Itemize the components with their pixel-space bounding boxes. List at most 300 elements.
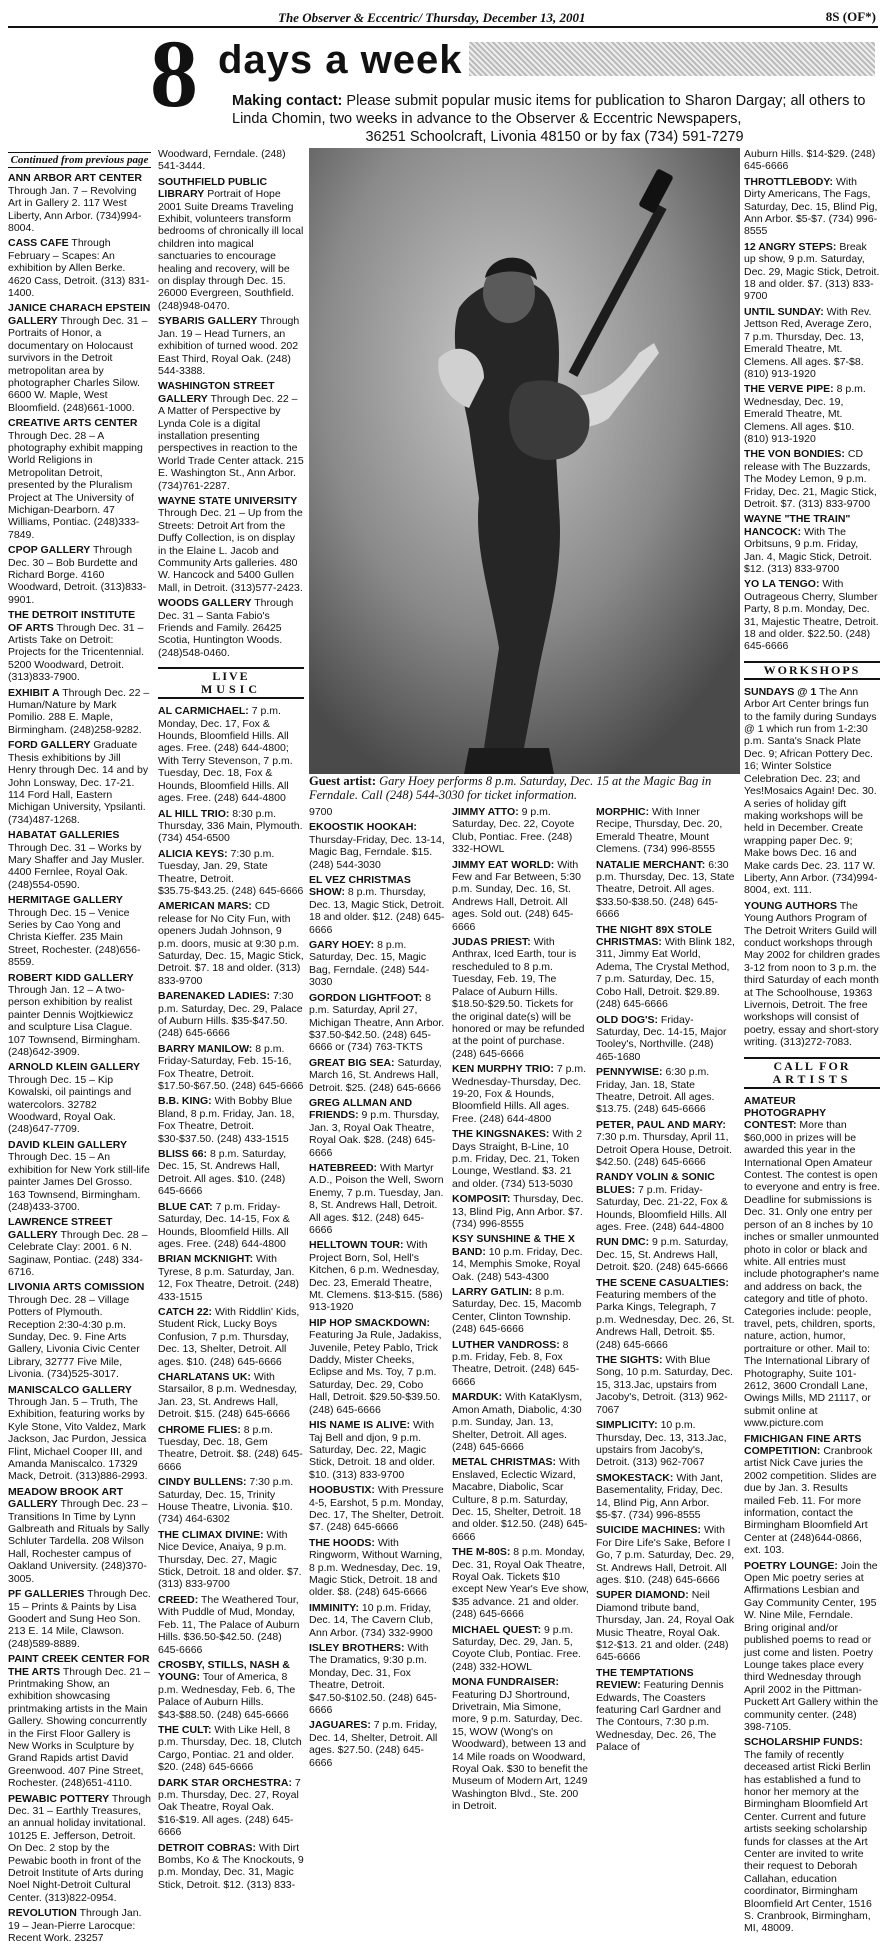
listing-details: 10 p.m. Friday, Dec. 14, The Cavern Club, Ann Arbor. (734) 332-9900: [309, 1601, 434, 1639]
listing-name: SYBARIS GALLERY: [158, 315, 258, 328]
listing-name: SCHOLARSHIP FUNDS:: [744, 1736, 863, 1749]
concert-listing: [309, 1162, 445, 1236]
concert-listing: [158, 1777, 304, 1839]
concert-listing: [596, 924, 736, 1011]
listing-details: Through Dec. 28 – A photography exhibit mapping World Religions in Metropolitan Detroit, presented by the Pluralism Project at The University of Michigan-Dearborn. 47 Williams, Pontiac. (248)333-7849.: [8, 429, 143, 541]
guitarist-image: [309, 148, 740, 774]
gallery-listing: [8, 739, 151, 826]
concert-listing: [158, 990, 304, 1040]
workshops-heading-text: WORKSHOPS: [763, 662, 861, 677]
listing-name: EXHIBIT A: [8, 686, 60, 699]
concert-listing: [596, 1277, 736, 1351]
listing-name: RANDY VOLIN & SONIC BLUES:: [596, 1171, 715, 1196]
column-live-music-4: [452, 806, 589, 1813]
gallery-list: [158, 148, 304, 659]
contact-address: 36251 Schoolcraft, Livonia 48150 or by fax (734) 591-7279: [365, 129, 744, 145]
concert-listing: [452, 1233, 589, 1283]
gallery-listing: [158, 148, 304, 173]
listing-name: MORPHIC:: [596, 806, 650, 818]
listing-details: Portrait of Hope 2001 Suite Dreams Traveling Exhibit, volunteers transform bedrooms of chronically ill local children into magical sanctuaries to encourage healing and recovery, will be on display through Dec. 15. 26000 Evergreen, Southfield. (248)948-0470.: [158, 188, 304, 312]
concert-listing: [158, 1842, 304, 1892]
gallery-listing: [8, 1653, 151, 1789]
listing-name: KSY SUNSHINE & THE X BAND:: [452, 1233, 575, 1258]
listing-name: JIMMY EAT WORLD:: [452, 858, 555, 871]
concert-listing: [596, 1236, 736, 1273]
gallery-listing: [158, 380, 304, 492]
listing-details: Join the Open Mic poetry series at Affirmations Lesbian and Gay Community Center, 195 W. Nine Mile, Ferndale. Bring original and/or published poems to read or just come and listen. Poetry Lounge takes place every third Wednesday through April 2002 in the Pittman-Puckett Art Gallery within the community center. (248) 398-7105.: [744, 1559, 879, 1733]
call-heading-line2: ARTISTS: [772, 1071, 852, 1086]
listing-name: AL HILL TRIO:: [158, 807, 230, 820]
listing-details: Break up show, 9 p.m. Saturday, Dec. 29, Magic Stick, Detroit. 18 and older. $7. (313) 833-9700: [744, 240, 880, 303]
listing-details: Through Dec. 15 – Kip Kowalski, oil paintings and watercolors. 32782 Woodward, Royal Oak. (248)647-7709.: [8, 1073, 132, 1136]
listing-details: Through Dec. 30 – Bob Burdette and Richard Borge. 4160 Woodward, Detroit. (313)833-9901.: [8, 544, 147, 606]
listing-name: BRIAN MCKNIGHT:: [158, 1253, 254, 1266]
listing-name: WOODS GALLERY: [158, 597, 252, 610]
concert-listing: [452, 1286, 589, 1336]
listing-details: With Bobby Blue Bland, 8 p.m. Friday, Jan. 18, Fox Theatre, Detroit. $30-$37.50. (248) 433-1515: [158, 1095, 295, 1145]
concert-listing: [158, 1724, 304, 1774]
listing-name: THE M-80S:: [452, 1546, 511, 1559]
gallery-listing: [8, 1281, 151, 1380]
workshops-heading: [744, 661, 880, 680]
concert-listing: [158, 1201, 304, 1251]
listing-name: GREG ALLMAN AND FRIENDS:: [309, 1096, 413, 1122]
concert-listing: [596, 1589, 736, 1663]
listing-details: Through Dec. 22 – Human/Nature by Mark Pomilio. 288 E. Maple, Birmingham. (248)258-9282.: [8, 686, 150, 736]
gallery-listing: [8, 1216, 151, 1278]
listing-name: CASS CAFE: [8, 237, 69, 250]
listing-details: With Like Hell, 8 p.m. Thursday, Dec. 18, Clutch Cargo, Pontiac. 21 and older. $20. (248) 645-6666: [158, 1723, 302, 1774]
concert-listing: [158, 1476, 304, 1526]
concert-listing: [596, 1066, 736, 1116]
call-for-artists-heading: [744, 1057, 880, 1089]
listing-details: Featuring members of the Parka Kings, Telegraph, 7 p.m. Wednesday, Dec. 26, St. Andrews Hall, Detroit. $5. (248) 645-6666: [596, 1289, 735, 1351]
listing-details: 7 p.m. Thursday, Dec. 27, Royal Oak Theatre, Royal Oak. $16-$19. All ages. (248) 645-6666: [158, 1776, 301, 1839]
listing-details: Through Dec. 31 – Artists Take on Detroit: Projects for the Tricentennial. 5200 Woodward, Detroit. (313)833-7900.: [8, 621, 144, 684]
listing-details: Auburn Hills. $14-$29. (248) 645-6666: [744, 148, 876, 173]
concert-listing: [309, 1057, 445, 1094]
listing-name: HELLTOWN TOUR:: [309, 1239, 404, 1252]
listing-name: WAYNE STATE UNIVERSITY: [158, 494, 298, 507]
listing-name: IMMINITY:: [309, 1601, 359, 1614]
gallery-listing: [158, 495, 304, 594]
listing-details: Friday-Saturday, Dec. 14-15, Major Tooley's, Northville. (248) 465-1680: [596, 1013, 727, 1063]
listing-name: THE DETROIT INSTITUTE OF ARTS: [8, 609, 136, 634]
listing-details: 8 p.m. Saturday, April 27, Michigan Theatre, Ann Arbor. $37.50-$42.50. (248) 645-6666 or (734) 763-TKTS: [309, 991, 445, 1054]
concert-listing: [158, 1306, 304, 1368]
caption-text: Gary Hoey performs 8 p.m. Saturday, Dec. 15 at the Magic Bag in Ferndale. Call (248) 544-3030 for ticket information.: [309, 774, 712, 802]
concert-listing: [309, 1602, 445, 1639]
concert-listing: [452, 1624, 589, 1674]
concert-listing: [596, 1419, 736, 1469]
concert-listing: [158, 1043, 304, 1093]
listing-name: POETRY LOUNGE:: [744, 1559, 838, 1572]
concert-listing: [744, 383, 880, 445]
listing-name: PENNYWISE:: [596, 1066, 663, 1079]
listing-details: With Pressure 4-5, Earshot, 5 p.m. Monday, Dec. 17, The Shelter, Detroit. $7. (248) 645-6666: [309, 1484, 445, 1534]
concert-listing: [158, 1659, 304, 1721]
listing-details: Through Jan. 5 – Truth, The Exhibition, featuring works by Kyle Stone, Vito Valdez, Mark Jackson, Jac Purdon, Jessica Flint, Michael Cooper III, and Amanda Maniscalco. 17329 Mack, Detroit. (313)886-2993.: [8, 1396, 148, 1483]
listing-details: With Few and Far Between, 5:30 p.m. Sunday, Dec. 16, St. Andrews Hall, Detroit. All ages. Sold out. (248) 645-6666: [452, 858, 581, 933]
listing-name: HABATAT GALLERIES: [8, 829, 120, 842]
listing-name: CATCH 22:: [158, 1305, 213, 1318]
listing-details: Saturday, March 16, St. Andrews Hall, Detroit. $25. (248) 645-6666: [309, 1056, 442, 1094]
concert-listing: [596, 1667, 736, 1754]
live-music-list: [744, 148, 880, 653]
concert-listing: [309, 1317, 445, 1416]
listing-details: With Anthrax, Iced Earth, tour is rescheduled to 8 p.m. Tuesday, Feb. 19, The Palace of Auburn Hills. $18.50-$29.50. Tickets for the original date(s) will be honored or may be refunded at the point of purchase. (248) 645-6666: [452, 936, 585, 1060]
concert-listing: [158, 900, 304, 987]
call-listing: [744, 1736, 880, 1935]
banner-numeral: 8: [150, 20, 198, 127]
listing-details: Graduate Thesis exhibitions by Jill Henry through Dec. 14 and by John Lonsway, Dec. 17-21. 114 Ford Hall, Eastern Michigan University, Ypsilanti. (734)487-1268.: [8, 739, 149, 826]
listing-details: With Dirt Bombs, Ko & The Knockouts, 9 p.m. Monday, Dec. 31, Magic Stick, Detroit. $12. (313) 833-: [158, 1841, 304, 1891]
listing-name: CHROME FLIES:: [158, 1423, 241, 1436]
listing-name: THE CULT:: [158, 1723, 212, 1736]
gallery-listing: [8, 544, 151, 606]
listing-name: FORD GALLERY: [8, 739, 91, 752]
listing-name: MEADOW BROOK ART GALLERY: [8, 1485, 124, 1511]
concert-listing: [309, 1484, 445, 1534]
making-contact: [232, 92, 877, 146]
listing-name: HATEBREED:: [309, 1161, 378, 1174]
concert-listing: [596, 1014, 736, 1064]
listing-name: WAYNE "THE TRAIN" HANCOCK:: [744, 513, 851, 538]
call-listing: [744, 1095, 880, 1430]
listing-name: UNTIL SUNDAY:: [744, 305, 824, 318]
listing-name: BLISS 66:: [158, 1148, 208, 1161]
listing-details: With 2 Days Straight, B-Line, 10 p.m. Friday, Dec. 21, Token Lounge, Westland. $3. 21 and older. (734) 513-5030: [452, 1128, 583, 1190]
listing-details: 7:30 p.m. Saturday, Dec. 15, Trinity House Theatre, Livonia. $10. (734) 464-6302: [158, 1476, 294, 1526]
column-galleries-2: [158, 148, 304, 1891]
concert-listing: [596, 1524, 736, 1586]
gallery-listing: [8, 1793, 151, 1905]
concert-listing: [596, 1354, 736, 1416]
listing-details: Through Dec. 15 – An exhibition for New York still-life painter James Del Grosso. 163 Townsend, Birmingham. (248)433-3700.: [8, 1151, 150, 1213]
listing-name: BARENAKED LADIES:: [158, 990, 271, 1003]
listing-name: CREATIVE ARTS CENTER: [8, 417, 138, 430]
live-music-list: [309, 806, 445, 1769]
listing-name: SUICIDE MACHINES:: [596, 1524, 702, 1537]
listing-details: Through Dec. 22 – A Matter of Perspective by Lynda Cole is a digital installation presenting perspectives in reaction to the World Trade Center attack. 215 E. Washington St., Ann Arbor. (734)761-2287.: [158, 392, 304, 492]
listing-details: With Tyrese, 8 p.m. Saturday, Jan. 12, Fox Theatre, Detroit. (248) 433-1515: [158, 1253, 300, 1303]
listing-name: NATALIE MERCHANT:: [596, 858, 706, 871]
concert-listing: [452, 806, 589, 856]
listing-details: The Weathered Tour, With Puddle of Mud, Monday, Feb. 11, The Palace of Auburn Hills. $36.50-$42.50. (248) 645-6666: [158, 1593, 300, 1656]
caption-label: Guest artist:: [309, 774, 376, 788]
listing-details: 9700: [309, 806, 333, 818]
listing-name: CROSBY, STILLS, NASH & YOUNG:: [158, 1658, 290, 1684]
photo-caption: [309, 774, 740, 802]
listing-name: LARRY GATLIN:: [452, 1286, 533, 1299]
contact-label: Making contact:: [232, 93, 343, 109]
gallery-listing: [8, 417, 151, 541]
listing-details: With Nice Device, Anaiya, 9 p.m. Thursday, Dec. 27, Magic Stick, Detroit. 18 and older. $7. (313) 833-9700: [158, 1528, 302, 1591]
listing-details: More than $60,000 in prizes will be awarded this year in the International Open Amateur Contest. The contest is open to everyone and entry is free. Deadline for submissions is Dec. 31. Only one entry per person of an 8 inches by 10 inches or smaller unmounted photo in color or black and white. All entries must include photographer's name and address on back, the category and title of photo. Categories include: people, travel, pets, children, sports, nature, action, humor, portraiture or other. Mail to: The International Library of Photography, Suite 101-2612, 3600 Crondall Lane, Owings Mills, MD 21117, or submit online at www.picture.com: [744, 1119, 880, 1430]
listing-name: YO LA TENGO:: [744, 578, 820, 591]
concert-listing: [309, 992, 445, 1054]
listing-name: JIMMY ATTO:: [452, 806, 519, 818]
listing-name: PF GALLERIES: [8, 1588, 85, 1601]
listing-name: DAVID KLEIN GALLERY: [8, 1138, 128, 1151]
listing-name: THE VERVE PIPE:: [744, 383, 834, 396]
listing-name: HOOBUSTIX:: [309, 1484, 375, 1497]
listing-name: ANN ARBOR ART CENTER: [8, 172, 142, 185]
listing-name: PETER, PAUL AND MARY:: [596, 1118, 726, 1131]
listing-details: Neil Diamond tribute band, Thursday, Jan. 24, Royal Oak Music Theatre, Royal Oak. $12-$13. 21 and older. (248) 645-6666: [596, 1589, 735, 1664]
listing-name: GARY HOEY:: [309, 939, 375, 952]
call-heading-line1: CALL FOR: [773, 1058, 851, 1073]
workshop-listing: [744, 686, 880, 897]
listing-name: SUNDAYS @ 1: [744, 685, 817, 698]
guest-artist-photo: [309, 148, 740, 774]
concert-listing: [309, 939, 445, 989]
call-listing: [744, 1433, 880, 1557]
listing-name: LUTHER VANDROSS:: [452, 1338, 560, 1351]
listing-name: CREED:: [158, 1593, 199, 1606]
listing-details: Through Dec. 28 – Celebrate Clay: 2001. 6 N. Saginaw, Pontiac. (248) 334-6716.: [8, 1228, 148, 1278]
gallery-listing: [8, 1061, 151, 1135]
concert-listing: [309, 874, 445, 936]
listing-name: THE NIGHT 89X STOLE CHRISTMAS:: [596, 923, 712, 949]
listing-name: ALICIA KEYS:: [158, 847, 228, 860]
listing-name: ROBERT KIDD GALLERY: [8, 971, 134, 984]
listing-name: GREAT BIG SEA:: [309, 1056, 395, 1069]
listing-details: The Ann Arbor Art Center brings fun to the family during Sundays @ 1 which run from 1-2:30 p.m. Santa's Snack Plate Dec. 9; African Pottery Dec. 16; Winter Solstice Celebration Dec. 23; and Yes!Mosaics Again! Dec. 30. A series of holiday gift making workshops will be held in December. Create wrapping paper Dec. 9; Make bows Dec. 16 and Make cards Dec. 23. 117 W. Liberty, Ann Arbor. (734)994-8004, ext. 111.: [744, 685, 878, 897]
concert-listing: [452, 1456, 589, 1543]
listing-details: With Blink 182, 311, Jimmy Eat World, Adema, The Crystal Method, 7 p.m. Saturday, Dec. 15, Cobo Hall, Detroit. $29.89. (248) 645-6666: [596, 936, 735, 1011]
listing-details: Through Dec. 23 – Transitions In Time by Lynn Galbreath and Rituals by Sally Schluter Tardella. 208 Wilson Hall, Rochester campus of Oakland University. (248)370-3005.: [8, 1498, 150, 1585]
listing-details: Through Dec. 15 – Venice Series by Cao Yong and Christa Kieffer. 235 Main Street, Rochester. (248)656-8559.: [8, 906, 141, 969]
listing-details: Through Dec. 15 – Prints & Paints by Lisa Goodert and Sung Heo Son. 213 E. 14 Mile, Clawson. (248)589-8889.: [8, 1588, 151, 1650]
listing-name: PAINT CREEK CENTER FOR THE ARTS: [8, 1653, 150, 1678]
concert-listing: [452, 1193, 589, 1230]
listing-details: 8 p.m. Monday, Dec. 31, Royal Oak Theatre, Royal Oak. Tickets $10 except New Year's Eve show, $35 advance. 21 and older. (248) 645-6666: [452, 1546, 589, 1621]
listing-details: 9 p.m. Saturday, Dec. 15, St. Andrews Hall, Detroit. $20. (248) 645-6666: [596, 1236, 729, 1274]
listing-details: Featuring DJ Shortround, Drivetrain, Mia Simone, more, 9 p.m. Saturday, Dec. 15, WOW (Wong's on Woodward), between 13 and 14 Mile roads on Woodward, Royal Oak. $30 to benefit the Museum of Modern Art, 1249 Washington Blvd., Ste. 200 in Detroit.: [452, 1688, 589, 1813]
call-listing: [744, 1560, 880, 1734]
listing-details: Through Dec. 28 – Village Potters of Plymouth. Reception 2:30-4:30 p.m. Sunday, Dec. 9. Fine Arts Gallery, Livonia Civic Center Library, 32777 Five Mile, Livonia. (734)525-3017.: [8, 1293, 140, 1381]
gallery-listing: [8, 609, 151, 683]
listing-name: CHARLATANS UK:: [158, 1370, 251, 1383]
listing-name: JANICE CHARACH EPSTEIN GALLERY: [8, 302, 151, 327]
listing-details: 7 p.m. Friday, Dec. 14, Shelter, Detroit. All ages. $27.50. (248) 645-6666: [309, 1719, 438, 1769]
listing-details: 10 p.m. Friday, Dec. 14, Memphis Smoke, Royal Oak. (248) 543-4300: [452, 1245, 583, 1283]
listing-details: With Jant, Basementality, Friday, Dec. 14, Blind Pig, Ann Arbor. $5-$7. (734) 996-8555: [596, 1471, 723, 1521]
listing-details: 8 p.m. Saturday, Dec. 15, Macomb Center, Clinton Township. (248) 645-6666: [452, 1286, 582, 1336]
gallery-listing: [8, 1139, 151, 1213]
gallery-listing: [8, 894, 151, 968]
concert-listing: [309, 821, 445, 871]
listing-details: 8 p.m. Saturday, Dec. 15, Magic Bag, Ferndale. (248) 544-3030: [309, 939, 430, 989]
listing-details: CD release for No City Fun, with openers Judah Johnson, 9 p.m. doors, music at 9:30 p.m. Saturday, Dec. 15, Magic Stick, Detroit. $7. 18 and older. (313) 833-9700: [158, 900, 304, 987]
listing-name: MANISCALCO GALLERY: [8, 1383, 132, 1396]
gallery-listing: [8, 1384, 151, 1483]
concert-listing: [158, 808, 304, 845]
listing-details: Tour of America, 8 p.m. Wednesday, Feb. 6, The Palace of Auburn Hills. $43-$88.50. (248) 645-6666: [158, 1671, 296, 1721]
listing-details: With Taj Bell and djon, 9 p.m. Saturday, Dec. 22, Magic Stick, Detroit. 18 and older. $10. (313) 833-9700: [309, 1419, 436, 1481]
concert-listing: [744, 241, 880, 303]
concert-listing: [452, 1391, 589, 1453]
listing-name: THE SCENE CASUALTIES:: [596, 1276, 729, 1289]
listing-name: THE SIGHTS:: [596, 1354, 663, 1367]
concert-listing: [158, 1594, 304, 1656]
gallery-list: [8, 172, 151, 1944]
listing-details: With For Dire Life's Sake, Before I Go, 7 p.m. Saturday, Dec. 29, St. Andrews Hall, Detroit. All ages. $10. (248) 645-6666: [596, 1524, 735, 1586]
gallery-listing: [8, 829, 151, 891]
listing-name: ISLEY BROTHERS:: [309, 1642, 405, 1654]
concert-listing: [596, 1171, 736, 1233]
live-heading-line1: LIVE: [212, 669, 250, 684]
gallery-listing: [8, 302, 151, 414]
live-music-heading: [158, 667, 304, 699]
listing-name: THE TEMPTATIONS REVIEW:: [596, 1666, 694, 1692]
concert-listing: [158, 1529, 304, 1591]
workshop-list: [744, 686, 880, 1049]
listing-details: With Riddlin' Kids, Student Rick, Lucky Boys Confusion, 7 p.m. Thursday, Dec. 13, Shelter, Detroit. All ages. $10. (248) 645-6666: [158, 1305, 300, 1368]
listing-name: CINDY BULLENS:: [158, 1476, 247, 1489]
listing-name: 12 ANGRY STEPS:: [744, 240, 837, 253]
listing-name: PEWABIC POTTERY: [8, 1792, 110, 1805]
listing-details: 7:30 p.m. Saturday, Dec. 29, Palace of Auburn Hills. $35-$47.50. (248) 645-6666: [158, 990, 303, 1040]
concert-listing: [158, 1253, 304, 1303]
listing-name: METAL CHRISTMAS:: [452, 1456, 557, 1469]
listing-name: HIP HOP SMACKDOWN:: [309, 1316, 430, 1329]
gallery-listing: [8, 1907, 151, 1944]
live-music-list: [158, 705, 304, 1891]
listing-details: Through Jan. 19 – Jean-Pierre Larocque: Recent Work. 23257: [8, 1907, 142, 1944]
concert-listing: [452, 1339, 589, 1389]
listing-name: ARNOLD KLEIN GALLERY: [8, 1061, 141, 1074]
listing-details: Through Dec. 31 – Works by Mary Shaffer and Jay Musler. 4400 Fernlee, Royal Oak. (248)554-0590.: [8, 841, 145, 891]
gallery-listing: [158, 176, 304, 312]
listing-details: With Outrageous Cherry, Slumber Party, 8 p.m. Monday, Dec. 31, Majestic Theatre, Detroit. 18 and older. $22.50. (248) 645-6666: [744, 578, 879, 653]
listing-details: 8 p.m. Wednesday, Dec. 19, Emerald Theatre, Mt. Clemens. All ages. $10. (810) 913-1920: [744, 383, 866, 445]
column-galleries-1: [8, 152, 151, 1944]
live-heading-line2: MUSIC: [200, 682, 261, 697]
listing-details: 9 p.m. Thursday, Jan. 3, Royal Oak Theatre, Royal Oak. $28. (248) 645-6666: [309, 1109, 440, 1159]
concert-listing: [744, 578, 880, 652]
listing-details: 8 p.m. Thursday, Dec. 13, Magic Stick, Detroit. 18 and older. $12. (248) 645-6666: [309, 886, 445, 936]
gallery-listing: [8, 1588, 151, 1650]
listing-name: DETROIT COBRAS:: [158, 1841, 256, 1854]
listing-details: Through Dec. 31 – Santa Fabio's Friends and Family. 26425 Scotia, Huntington Woods. (248)548-0460.: [158, 597, 294, 659]
listing-name: SUPER DIAMOND:: [596, 1589, 689, 1602]
page-header: [8, 6, 878, 28]
listing-details: With The Orbitsuns, 9 p.m. Friday, Jan. 4, Magic Stick, Detroit. $12. (313) 833-9700: [744, 525, 872, 575]
concert-listing: [158, 1095, 304, 1145]
listing-name: EKOOSTIK HOOKAH:: [309, 821, 417, 834]
listing-details: 9 p.m. Saturday, Dec. 22, Coyote Club, Pontiac. Free. (248) 332-HOWL: [452, 806, 575, 856]
listing-name: RUN DMC:: [596, 1236, 650, 1249]
listing-details: Through Jan. 12 – A two-person exhibition by realist painter Dennis Wojtkiewicz and sculpture Lisa Clague. 107 Townsend, Birmingham. (248)642-3909.: [8, 984, 141, 1059]
listing-name: MONA FUNDRAISER:: [452, 1676, 559, 1689]
concert-listing: [309, 1239, 445, 1313]
listing-details: Featuring Ja Rule, Jadakiss, Juvenile, Petey Pablo, Trick Daddy, Mister Cheeks, Eclipse and Ms. Toy, 7 p.m. Saturday, Dec. 29, Cobo Hall, Detroit. $29.50-$39.50. (248) 645-6666: [309, 1329, 442, 1416]
listing-details: Through Dec. 31 – Portraits of Honor, a documentary on Holocaust survivors in the Detroit metropolitan area by photographer Charles Silow. 6600 W. Maple, West Bloomfield. (248)661-1000.: [8, 314, 148, 414]
listing-name: OLD DOG'S:: [596, 1013, 658, 1026]
listing-details: CD release with The Buzzards, The Modey Lemon, 9 p.m. Friday, Dec. 21, Magic Stick, Detroit. $7. (313) 833-9700: [744, 448, 877, 510]
listing-name: LAWRENCE STREET GALLERY: [8, 1216, 113, 1241]
concert-listing: [596, 1119, 736, 1169]
listing-details: 7 p.m. Wednesday-Thursday, Dec. 19-20, Fox & Hounds, Bloomfield Hills. All ages. Free. (248) 644-4800: [452, 1063, 587, 1125]
listing-name: BARRY MANILOW:: [158, 1042, 253, 1055]
concert-listing: [596, 806, 736, 856]
listing-details: 8 p.m. Saturday, Dec. 15, St. Andrews Hall, Detroit. All ages. $10. (248) 645-6666: [158, 1148, 287, 1198]
concert-listing: [452, 936, 589, 1060]
concert-listing: [452, 1063, 589, 1125]
live-music-list: [452, 806, 589, 1813]
listing-details: Thursday, Dec. 13, Blind Pig, Ann Arbor. $7. (734) 996-8555: [452, 1193, 584, 1230]
listing-name: MICHAEL QUEST:: [452, 1623, 542, 1636]
column-live-music-3: [309, 806, 445, 1769]
listing-details: 6:30 p.m. Thursday, Dec. 13, State Theatre, Detroit. All ages. $33.50-$38.50. (248) 645-6666: [596, 858, 735, 921]
gallery-listing: [8, 237, 151, 299]
concert-listing: [744, 448, 880, 510]
listing-name: BLUE CAT:: [158, 1200, 213, 1213]
listing-details: With Dirty Americans, The Fags, Saturday, Dec. 15, Blind Pig, Ann Arbor. $5-$7. (734) 996-8555: [744, 175, 878, 238]
gallery-listing: [8, 1486, 151, 1585]
listing-details: 6:30 p.m. Friday, Jan. 18, State Theatre, Detroit. All ages. $13.75. (248) 645-6666: [596, 1066, 715, 1116]
listing-details: 8 p.m. Friday-Saturday, Feb. 15-16, Fox Theatre, Detroit. $17.50-$67.50. (248) 645-6666: [158, 1042, 304, 1093]
listing-details: Through Jan. 7 – Revolving Art in Gallery 2. 117 West Liberty, Ann Arbor. (734)994-8004.: [8, 184, 142, 235]
column-live-music-5: [596, 806, 736, 1754]
listing-details: 7 p.m. Monday, Dec. 17, Fox & Hounds, Bloomfield Hills. All ages. Free. (248) 644-4800; With Terry Stevenson, 7 p.m. Tuesday, Dec. 18, Fox & Hounds, Bloomfield Hills. All ages. Free. (248) 644-4800: [158, 705, 293, 805]
concert-listing: [158, 848, 304, 898]
live-music-list: [596, 806, 736, 1754]
concert-listing: [744, 306, 880, 380]
listing-details: 9 p.m. Saturday, Dec. 29, Jan. 5, Coyote Club, Pontiac. Free. (248) 332-HOWL: [452, 1623, 581, 1673]
listing-name: SOUTHFIELD PUBLIC LIBRARY: [158, 175, 268, 201]
listing-details: With Project Born, Sol, Hell's Kitchen, 6 p.m. Wednesday, Dec. 23, Emerald Theatre, Mt. Clemens. $13-$15. (586) 913-1920: [309, 1239, 443, 1314]
call-for-artists-list: [744, 1095, 880, 1935]
listing-details: 7 p.m. Friday-Saturday, Dec. 21-22, Fox & Hounds, Bloomfield Hills. All ages. Free. (248) 644-4800: [596, 1183, 728, 1233]
listing-name: SMOKESTACK:: [596, 1471, 674, 1484]
listing-details: 7:30 p.m. Thursday, April 11, Detroit Opera House, Detroit. $42.50. (248) 645-6666: [596, 1131, 732, 1168]
listing-details: Through Dec. 31 – Earthly Treasures, an annual holiday invitational. 10125 E. Jefferson, Detroit. On Dec. 2 stop by the Pewabic booth in front of the Detroit Institute of Arts during Noel Night-Detroit Cultural Center. (313)822-0954.: [8, 1792, 151, 1904]
listing-details: With Starsailor, 8 p.m. Wednesday, Jan. 23, St. Andrews Hall, Detroit. $15. (248) 645-6666: [158, 1370, 298, 1421]
listing-name: THE CLIMAX DIVINE:: [158, 1528, 264, 1541]
page-number: 8S (OF*): [825, 9, 876, 24]
listing-name: THE KINGSNAKES:: [452, 1128, 550, 1141]
gallery-listing: [8, 687, 151, 737]
concert-listing: [309, 1419, 445, 1481]
listing-name: YOUNG AUTHORS: [744, 899, 837, 912]
concert-listing: [452, 1128, 589, 1190]
listing-details: Featuring Dennis Edwards, The Coasters featuring Carl Gardner and The Contours, 7:30 p.m. Wednesday, Dec. 26, The Palace of: [596, 1679, 724, 1754]
concert-listing: [452, 1546, 589, 1620]
listing-details: Through February – Scapes: An exhibition by Allen Berke. 4620 Cass, Detroit. (313) 831-1400.: [8, 237, 150, 300]
concert-listing: [744, 176, 880, 238]
concert-listing: [744, 513, 880, 575]
listing-details: With Martyr A.D., Poison the Well, Sworn Enemy, 7 p.m. Tuesday, Jan. 8, St. Andrews Hall, Detroit. All ages. $12. (248) 645-6666: [309, 1161, 444, 1236]
concert-listing: [596, 859, 736, 921]
listing-name: WASHINGTON STREET GALLERY: [158, 380, 275, 405]
concert-listing: [309, 1642, 445, 1716]
listing-name: KEN MURPHY TRIO:: [452, 1063, 554, 1076]
listing-name: THE VON BONDIES:: [744, 448, 845, 461]
listing-details: 8 p.m. Friday, Feb. 8, Fox Theatre, Detroit. (248) 645-6666: [452, 1338, 580, 1388]
listing-details: Thursday-Friday, Dec. 13-14, Magic Bag, Ferndale. $15. (248) 544-3030: [309, 833, 445, 871]
listing-details: 7 p.m. Friday-Saturday, Dec. 14-15, Fox & Hounds, Bloomfield Hills. All ages. Free. (248) 644-4800: [158, 1200, 290, 1250]
listing-details: The Young Authors Program of The Detroit Writers Guild will conduct workshops through May 2002 for children grades 3-12 from noon to 3 p.m. the third Saturday of each month at The Schoolhouse, 19363 Livernois, Detroit. The free workshops will consist of poetry, essay and short-story writing. (313)272-7083.: [744, 899, 880, 1049]
listing-name: DARK STAR ORCHESTRA:: [158, 1776, 292, 1789]
concert-listing: [158, 705, 304, 804]
listing-name: AMERICAN MARS:: [158, 900, 252, 913]
concert-listing: [744, 148, 880, 173]
listing-details: 8 p.m. Tuesday, Dec. 18, Gem Theatre, Detroit. $8. (248) 645-6666: [158, 1423, 303, 1473]
listing-details: Woodward, Ferndale. (248) 541-3444.: [158, 148, 286, 173]
